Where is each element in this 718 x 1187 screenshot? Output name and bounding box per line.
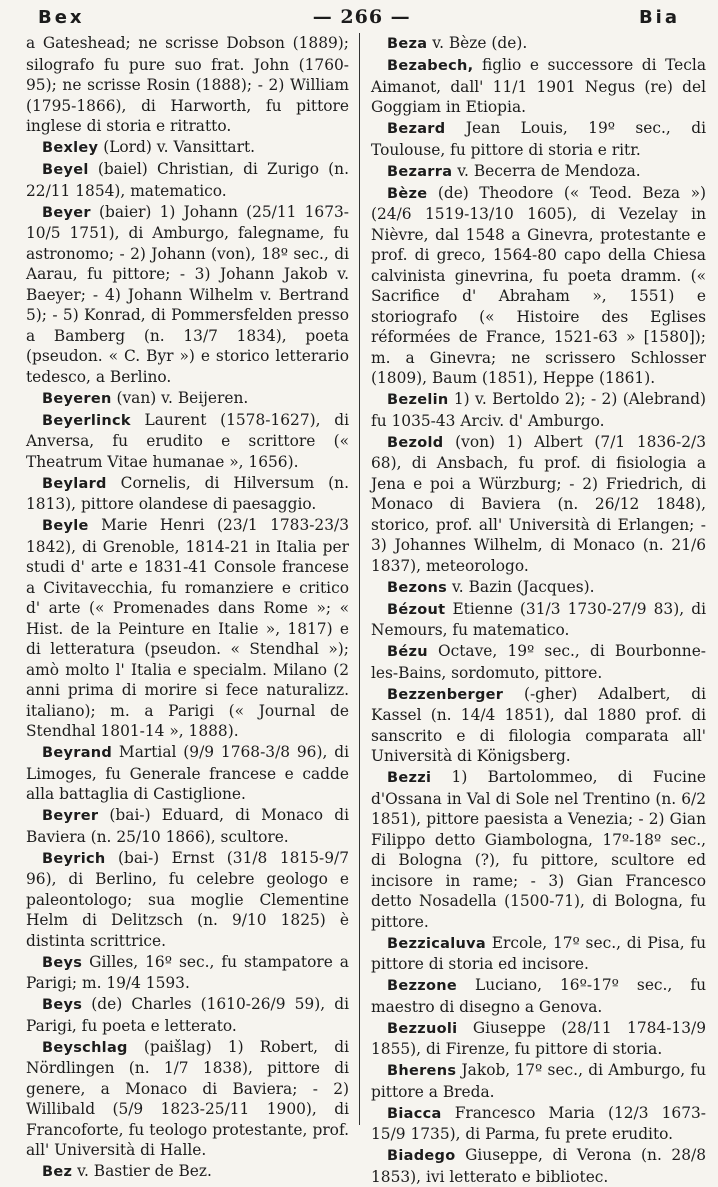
entry-text: (de) Theodore (« Teod. Beza ») (24/6 1519-13/10 1605), di Vezelay in Nièvre, dal 1548 a Ginevra, protestante e prof. di greco, 1564-80 capo della Chiesa calvinista ginevrina, fu poeta dramm. (« Sacrifice d' Abraham », 1551) e storiografo (« Histoire des Eglises réformées de France, 1521-63 » [1580]); m. a Ginevra; ne scrissero Schlosser (1809), Baum (1851), Heppe (1861). — [371, 183, 706, 387]
entry — [26, 1161, 349, 1183]
entry — [371, 1103, 706, 1145]
entry-text: Octave, 19º sec., di Bourbonne-les-Bains, sordomuto, pittore. — [371, 642, 706, 682]
column-divider — [359, 33, 360, 1125]
headword: Beyerlinck — [42, 412, 131, 429]
entry-text: Cornelis, di Hilversum (n. 1813), pittore olandese di paesaggio. — [26, 473, 349, 513]
headword: Bezzicaluva — [387, 935, 486, 952]
headword: Beylard — [42, 475, 107, 492]
entry-text: (baiel) Christian, di Zurigo (n. 22/11 1854), matematico. — [26, 160, 349, 200]
headword: Bézout — [387, 601, 446, 618]
headword: Bherens — [387, 1063, 457, 1079]
entry — [26, 952, 349, 994]
entry-text: (bai-) Ernst (31/8 1815-9/7 96), di Berlino, fu celebre geologo e paleontologo; sua moglie Clementine Helm di Delitzsch (n. 9/10 1825) è distinta scrittrice. — [26, 848, 349, 950]
headword: Bexley — [42, 140, 99, 156]
headword: Bezold — [387, 434, 444, 451]
entry-text: (paišlag) 1) Robert, di Nördlingen (n. 1/7 1838), pittore di genere, a Monaco di Baviera; - 2) Willibald (5/9 1823-25/11 1900), di Francoforte, fu teologo protestante, prof. all' Università di Halle. — [26, 1037, 349, 1159]
entry — [371, 55, 706, 118]
headword: Beyle — [42, 518, 89, 534]
right-guide-word: Bia — [638, 6, 680, 28]
running-header — [6, 4, 712, 30]
left-guide-word: Bex — [38, 6, 85, 28]
entry — [371, 118, 706, 160]
page-number: — 266 — — [312, 6, 411, 28]
entry — [26, 515, 349, 742]
entry — [371, 389, 706, 431]
entry-text: Jakob, 17º sec., di Amburgo, fu pittore a Breda. — [371, 1061, 706, 1101]
entry-text: (-gher) Adalbert, di Kassel (n. 14/4 1851), dal 1880 prof. di sanscrito e di filologia comparata all' Università di Königsberg. — [371, 684, 706, 765]
headword: Beyrich — [42, 850, 106, 867]
entry — [371, 975, 706, 1017]
headword: Bez — [42, 1164, 73, 1180]
headword: Beys — [42, 954, 83, 971]
entry-text: (Lord) v. Vansittart. — [98, 138, 256, 156]
entry-text: Francesco Maria (12/3 1673-15/9 1735), di Parma, fu prete erudito. — [371, 1103, 706, 1143]
entry-text: v. Bazin (Jacques). — [447, 577, 595, 596]
headword: Beyrer — [42, 808, 99, 824]
entry-text: Jean Louis, 19º sec., di Toulouse, fu pittore di storia e ritr. — [371, 119, 706, 159]
headword: Bezzi — [387, 770, 432, 786]
headword: Bezzenberger — [387, 686, 504, 703]
headword: Bezons — [387, 579, 448, 596]
entry-text: v. Bastier de Bez. — [72, 1162, 212, 1180]
headword: Bezzone — [387, 978, 457, 994]
entry-text: Martial (9/9 1768-3/8 96), di Limoges, fu Generale francese e cadde alla battaglia di Castiglione. — [26, 743, 349, 803]
entry — [371, 767, 706, 932]
entry — [371, 33, 706, 55]
entry — [371, 599, 706, 641]
entry-text: (van) v. Beijeren. — [111, 388, 249, 407]
headword: Beys — [42, 997, 83, 1013]
headword: Biacca — [387, 1105, 442, 1122]
headword: Beyeren — [42, 390, 112, 407]
entry-text: Laurent (1578-1627), di Anversa, fu erudito e scrittore (« Theatrum Vitae humanae », 1656). — [26, 410, 349, 471]
entry-text: v. Bèze (de). — [427, 34, 528, 52]
headword: Beyer — [42, 204, 91, 221]
headword: Bezelin — [387, 392, 449, 408]
headword: Bezzuoli — [387, 1020, 458, 1037]
headword: Bezabech, — [387, 58, 474, 74]
entry — [371, 1018, 706, 1060]
headword: Bèze — [387, 185, 428, 202]
entry — [26, 994, 349, 1036]
entry-text: Ercole, 17º sec., di Pisa, fu pittore di storia ed incisore. — [371, 933, 706, 973]
left-column — [6, 33, 359, 1180]
entry-text: Giuseppe, di Verona (n. 28/8 1853), ivi letterato e bibliotec. — [371, 1146, 706, 1186]
entry-text: (de) Charles (1610-26/9 59), di Parigi, fu poeta e letterato. — [26, 995, 349, 1035]
headword: Bézu — [387, 644, 428, 660]
entry — [26, 742, 349, 805]
entry — [26, 159, 349, 201]
entry-text: Etienne (31/3 1730-27/9 83), di Nemours, fu matematico. — [371, 599, 706, 639]
entry — [371, 684, 706, 767]
headword: Beyel — [42, 162, 89, 178]
entry-text: Luciano, 16º-17º sec., fu maestro di disegno a Genova. — [371, 976, 706, 1016]
entry — [371, 1145, 706, 1187]
headword: Biadego — [387, 1148, 456, 1164]
entry — [371, 577, 706, 599]
entry — [26, 202, 349, 388]
entry-text: 1) Bartolommeo, di Fucine d'Ossana in Val di Sole nel Trentino (n. 6/2 1851), pittore paesista a Venezia; - 2) Gian Filippo detto Giambologna, 17º-18º sec., di Bologna (?), fu pittore, scultore ed incisore in rame; - 3) Gian Francesco detto Nosadella (1500-71), di Bologna, fu pittore. — [371, 768, 706, 931]
headword: Beyrand — [42, 745, 113, 761]
entry — [26, 1037, 349, 1161]
entry — [371, 432, 706, 577]
entry-text: Giuseppe (28/11 1784-13/9 1855), di Firenze, fu pittore di storia. — [371, 1018, 706, 1058]
entry — [371, 1060, 706, 1102]
entry — [371, 641, 706, 683]
entry-text: (von) 1) Albert (7/1 1836-2/3 68), di Ansbach, fu prof. di fisiologia a Jena e poi a Würzburg; - 2) Friedrich, di Monaco di Baviera (n. 26/12 1848), storico, prof. all' Università di Erlangen; - 3) Johannes Wilhelm, di Monaco (n. 21/6 1837), meteorologo. — [371, 432, 706, 575]
entry-text: (baier) 1) Johann (25/11 1673-10/5 1751), di Amburgo, falegname, fu astronomo; - 2) Johann (von), 18º sec., di Aarau, fu pittore; - 3) Johann Jakob v. Baeyer; - 4) Johann Wilhelm v. Bertrand 5); - 5) Konrad, di Pommersfelden presso a Bamberg (n. 13/7 1834), poeta (pseudon. « C. Byr ») e storico letterario tedesco, a Berlino. — [26, 202, 349, 386]
entry-text: a Gateshead; ne scrisse Dobson (1889); silografo fu pure suo frat. John (1760-95); ne scrisse Rosin (1888); - 2) William (1795-1866), di Harworth, fu pittore inglese di storia e ritratto. — [26, 34, 349, 135]
entry — [26, 33, 349, 137]
entry-text: v. Becerra de Mendoza. — [452, 161, 641, 180]
entry-text: Gilles, 16º sec., fu stampatore a Parigi; m. 19/4 1593. — [26, 952, 349, 992]
entry — [26, 848, 349, 952]
entry-text: figlio e successore di Tecla Aimanot, dall' 11/1 1901 Negus (re) del Goggiam in Etiopia. — [371, 56, 706, 116]
entry — [371, 183, 706, 389]
headword: Beza — [387, 36, 428, 52]
headword: Bezarra — [387, 163, 453, 180]
headword: Bezard — [387, 121, 446, 137]
entry-text: 1) v. Bertoldo 2); - 2) (Alebrand) fu 1035-43 Arciv. d' Amburgo. — [371, 390, 706, 430]
entry — [26, 473, 349, 515]
entry-text: Marie Henri (23/1 1783-23/3 1842), di Grenoble, 1814-21 in Italia per studi d' arte e 1831-41 Console francese a Civitavecchia, fu romanziere e critico d' arte (« Promenades dans Rome »; « Hist. de la Peinture en Italie », 1817) e di letteratura (pseudon. « Stendhal »); amò molto l' Italia e specialm. Milano (2 anni prima di morire si fece naturalizz. italiano); m. a Parigi (« Journal de Stendhal 1801-14 », 1888). — [26, 516, 349, 740]
entry — [26, 388, 349, 410]
entry — [26, 410, 349, 473]
headword: Beyschlag — [42, 1039, 128, 1056]
entry — [26, 137, 349, 159]
right-column — [359, 33, 712, 1186]
entry — [26, 805, 349, 847]
entry-text: (bai-) Eduard, di Monaco di Baviera (n. 25/10 1866), scultore. — [26, 806, 349, 846]
entry — [371, 933, 706, 975]
entry — [371, 161, 706, 183]
two-column-body — [6, 33, 712, 1186]
